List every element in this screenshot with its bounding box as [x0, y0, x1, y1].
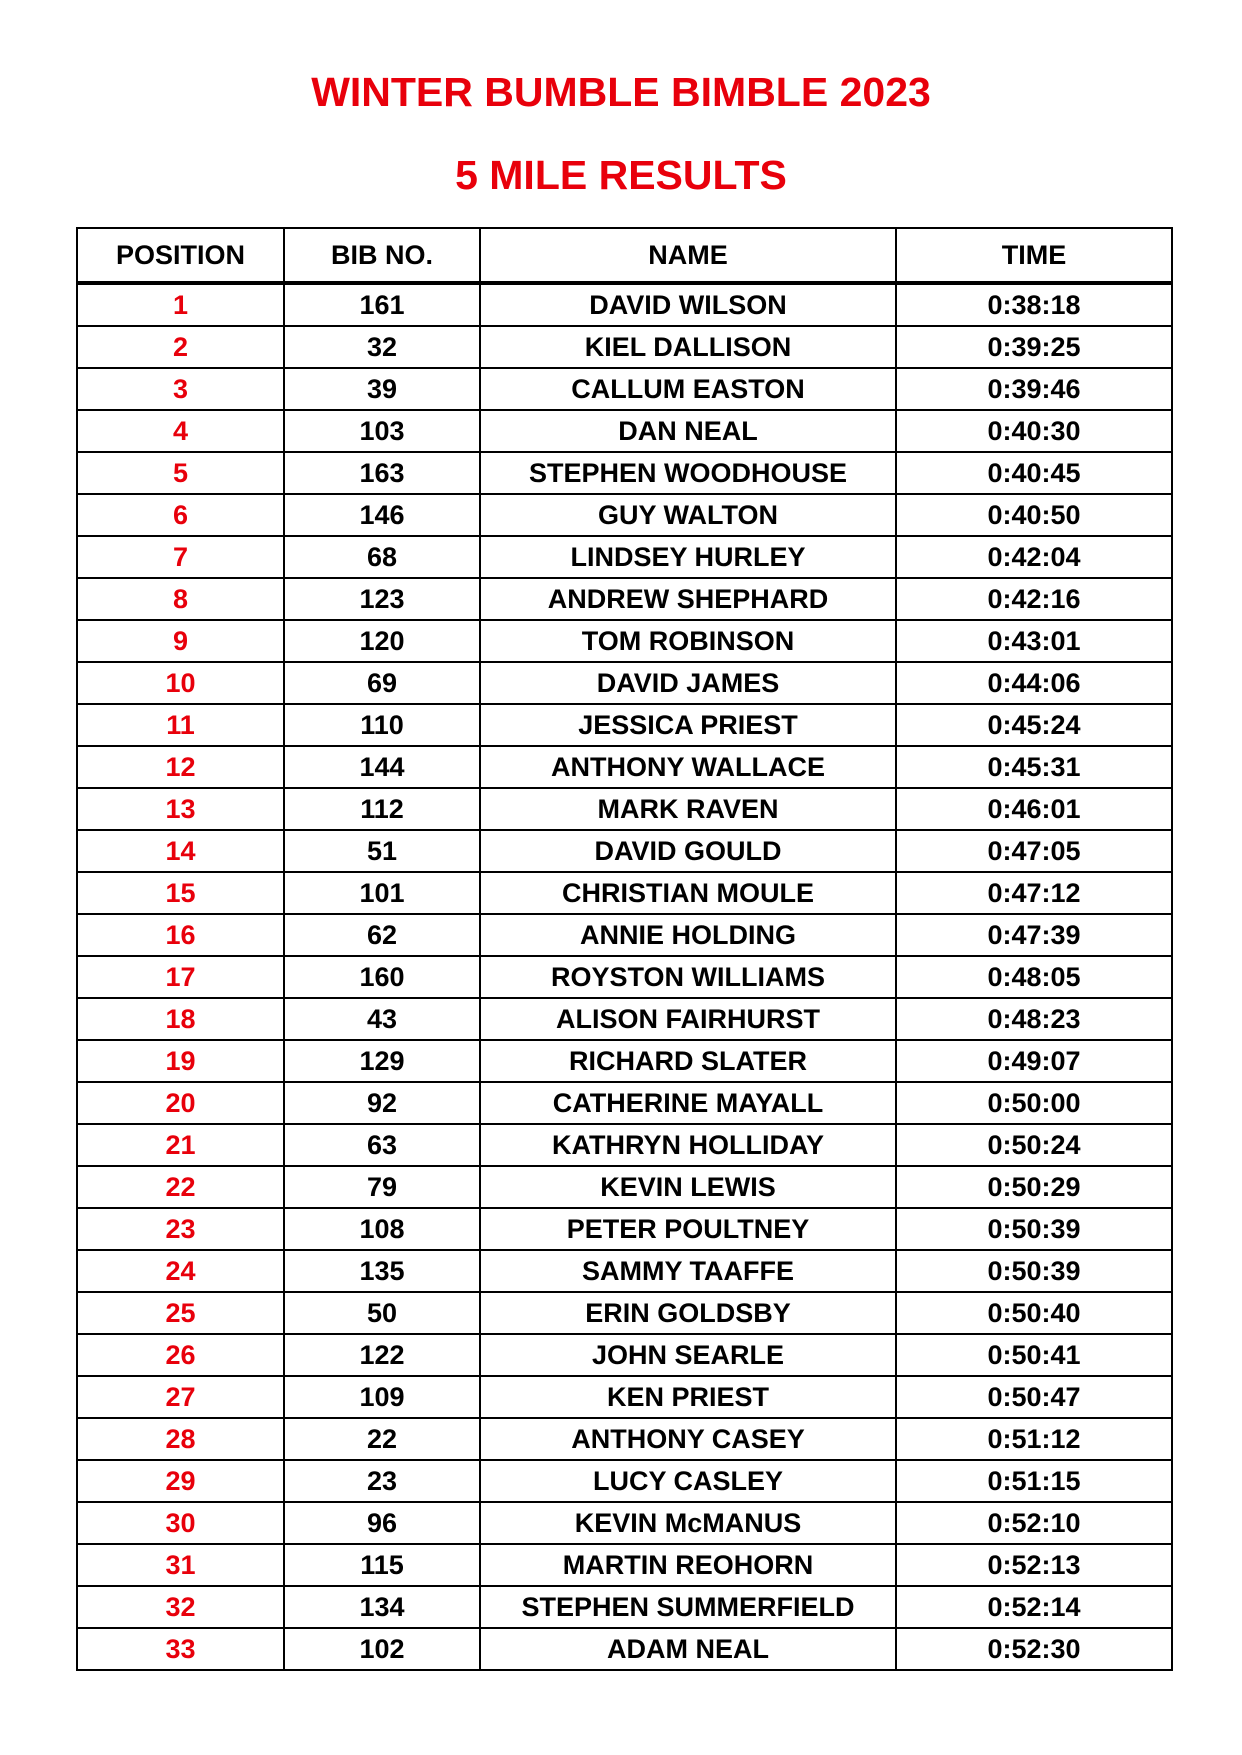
position-cell: 21	[77, 1124, 284, 1166]
table-row	[77, 914, 1172, 956]
position-cell: 7	[77, 536, 284, 578]
time-cell: 0:51:12	[896, 1418, 1172, 1460]
table-row	[77, 830, 1172, 872]
table-row	[77, 1166, 1172, 1208]
results-table	[76, 227, 1173, 1671]
name-cell: STEPHEN SUMMERFIELD	[480, 1586, 896, 1628]
bib-cell: 79	[284, 1166, 480, 1208]
time-cell: 0:52:30	[896, 1628, 1172, 1670]
bib-cell: 43	[284, 998, 480, 1040]
position-cell: 16	[77, 914, 284, 956]
time-cell: 0:42:04	[896, 536, 1172, 578]
bib-cell: 22	[284, 1418, 480, 1460]
page-subtitle: 5 MILE RESULTS	[455, 152, 787, 198]
time-cell: 0:50:24	[896, 1124, 1172, 1166]
bib-cell: 101	[284, 872, 480, 914]
position-cell: 9	[77, 620, 284, 662]
name-cell: DAN NEAL	[480, 410, 896, 452]
time-cell: 0:42:16	[896, 578, 1172, 620]
table-row	[77, 1460, 1172, 1502]
bib-cell: 135	[284, 1250, 480, 1292]
bib-cell: 103	[284, 410, 480, 452]
time-cell: 0:52:10	[896, 1502, 1172, 1544]
name-cell: ADAM NEAL	[480, 1628, 896, 1670]
name-cell: MARTIN REOHORN	[480, 1544, 896, 1586]
time-cell: 0:50:29	[896, 1166, 1172, 1208]
table-row	[77, 326, 1172, 368]
table-row	[77, 1250, 1172, 1292]
position-cell: 32	[77, 1586, 284, 1628]
table-row	[77, 368, 1172, 410]
table-row	[77, 1040, 1172, 1082]
name-cell: MARK RAVEN	[480, 788, 896, 830]
bib-cell: 51	[284, 830, 480, 872]
table-row	[77, 1418, 1172, 1460]
time-cell: 0:51:15	[896, 1460, 1172, 1502]
bib-cell: 112	[284, 788, 480, 830]
bib-cell: 32	[284, 326, 480, 368]
position-cell: 25	[77, 1292, 284, 1334]
position-cell: 18	[77, 998, 284, 1040]
name-cell: ANTHONY CASEY	[480, 1418, 896, 1460]
bib-cell: 122	[284, 1334, 480, 1376]
bib-cell: 96	[284, 1502, 480, 1544]
time-cell: 0:47:39	[896, 914, 1172, 956]
name-cell: ANDREW SHEPHARD	[480, 578, 896, 620]
table-row	[77, 620, 1172, 662]
position-cell: 29	[77, 1460, 284, 1502]
position-cell: 30	[77, 1502, 284, 1544]
position-cell: 13	[77, 788, 284, 830]
time-cell: 0:45:31	[896, 746, 1172, 788]
position-cell: 26	[77, 1334, 284, 1376]
position-cell: 33	[77, 1628, 284, 1670]
bib-cell: 129	[284, 1040, 480, 1082]
time-cell: 0:52:14	[896, 1586, 1172, 1628]
name-cell: TOM ROBINSON	[480, 620, 896, 662]
name-cell: KEVIN LEWIS	[480, 1166, 896, 1208]
time-cell: 0:50:00	[896, 1082, 1172, 1124]
table-row	[77, 494, 1172, 536]
bib-cell: 23	[284, 1460, 480, 1502]
position-cell: 14	[77, 830, 284, 872]
time-cell: 0:40:45	[896, 452, 1172, 494]
position-cell: 12	[77, 746, 284, 788]
bib-cell: 161	[284, 283, 480, 326]
position-cell: 28	[77, 1418, 284, 1460]
time-cell: 0:50:47	[896, 1376, 1172, 1418]
table-row	[77, 1376, 1172, 1418]
bib-cell: 109	[284, 1376, 480, 1418]
table-row	[77, 998, 1172, 1040]
name-cell: CALLUM EASTON	[480, 368, 896, 410]
name-cell: JOHN SEARLE	[480, 1334, 896, 1376]
page-title: WINTER BUMBLE BIMBLE 2023	[311, 69, 931, 115]
time-cell: 0:50:39	[896, 1250, 1172, 1292]
bib-cell: 92	[284, 1082, 480, 1124]
position-cell: 10	[77, 662, 284, 704]
table-row	[77, 536, 1172, 578]
name-cell: DAVID GOULD	[480, 830, 896, 872]
time-cell: 0:47:12	[896, 872, 1172, 914]
name-cell: SAMMY TAAFFE	[480, 1250, 896, 1292]
name-cell: KEN PRIEST	[480, 1376, 896, 1418]
bib-cell: 102	[284, 1628, 480, 1670]
bib-cell: 63	[284, 1124, 480, 1166]
bib-cell: 123	[284, 578, 480, 620]
name-cell: KIEL DALLISON	[480, 326, 896, 368]
name-cell: ROYSTON WILLIAMS	[480, 956, 896, 998]
position-cell: 6	[77, 494, 284, 536]
time-cell: 0:47:05	[896, 830, 1172, 872]
table-row	[77, 578, 1172, 620]
bib-cell: 144	[284, 746, 480, 788]
time-cell: 0:39:46	[896, 368, 1172, 410]
table-row	[77, 662, 1172, 704]
bib-cell: 62	[284, 914, 480, 956]
bib-cell: 110	[284, 704, 480, 746]
bib-cell: 68	[284, 536, 480, 578]
time-cell: 0:40:30	[896, 410, 1172, 452]
column-header-position: POSITION	[77, 228, 284, 283]
bib-cell: 108	[284, 1208, 480, 1250]
bib-cell: 50	[284, 1292, 480, 1334]
name-cell: GUY WALTON	[480, 494, 896, 536]
time-cell: 0:44:06	[896, 662, 1172, 704]
position-cell: 17	[77, 956, 284, 998]
table-row	[77, 1082, 1172, 1124]
position-cell: 19	[77, 1040, 284, 1082]
time-cell: 0:52:13	[896, 1544, 1172, 1586]
position-cell: 2	[77, 326, 284, 368]
table-row	[77, 1124, 1172, 1166]
time-cell: 0:50:39	[896, 1208, 1172, 1250]
bib-cell: 39	[284, 368, 480, 410]
bib-cell: 146	[284, 494, 480, 536]
time-cell: 0:48:23	[896, 998, 1172, 1040]
bib-cell: 134	[284, 1586, 480, 1628]
name-cell: PETER POULTNEY	[480, 1208, 896, 1250]
position-cell: 8	[77, 578, 284, 620]
name-cell: STEPHEN WOODHOUSE	[480, 452, 896, 494]
bib-cell: 160	[284, 956, 480, 998]
position-cell: 1	[77, 283, 284, 326]
time-cell: 0:46:01	[896, 788, 1172, 830]
bib-cell: 120	[284, 620, 480, 662]
table-row	[77, 1586, 1172, 1628]
bib-cell: 115	[284, 1544, 480, 1586]
table-row	[77, 1208, 1172, 1250]
name-cell: DAVID JAMES	[480, 662, 896, 704]
table-row	[77, 872, 1172, 914]
position-cell: 3	[77, 368, 284, 410]
name-cell: JESSICA PRIEST	[480, 704, 896, 746]
table-row	[77, 1334, 1172, 1376]
time-cell: 0:49:07	[896, 1040, 1172, 1082]
position-cell: 15	[77, 872, 284, 914]
name-cell: LINDSEY HURLEY	[480, 536, 896, 578]
table-row	[77, 956, 1172, 998]
position-cell: 5	[77, 452, 284, 494]
column-header-time: TIME	[896, 228, 1172, 283]
table-row	[77, 1502, 1172, 1544]
position-cell: 20	[77, 1082, 284, 1124]
position-cell: 31	[77, 1544, 284, 1586]
name-cell: LUCY CASLEY	[480, 1460, 896, 1502]
name-cell: ALISON FAIRHURST	[480, 998, 896, 1040]
time-cell: 0:39:25	[896, 326, 1172, 368]
name-cell: ERIN GOLDSBY	[480, 1292, 896, 1334]
position-cell: 22	[77, 1166, 284, 1208]
table-row	[77, 410, 1172, 452]
name-cell: RICHARD SLATER	[480, 1040, 896, 1082]
time-cell: 0:43:01	[896, 620, 1172, 662]
name-cell: ANNIE HOLDING	[480, 914, 896, 956]
results-table-body	[77, 283, 1172, 1670]
bib-cell: 69	[284, 662, 480, 704]
position-cell: 11	[77, 704, 284, 746]
name-cell: CHRISTIAN MOULE	[480, 872, 896, 914]
time-cell: 0:50:41	[896, 1334, 1172, 1376]
name-cell: CATHERINE MAYALL	[480, 1082, 896, 1124]
table-row	[77, 1544, 1172, 1586]
column-header-name: NAME	[480, 228, 896, 283]
name-cell: DAVID WILSON	[480, 283, 896, 326]
table-row	[77, 746, 1172, 788]
table-row	[77, 452, 1172, 494]
table-row	[77, 1628, 1172, 1670]
position-cell: 27	[77, 1376, 284, 1418]
table-row	[77, 283, 1172, 326]
name-cell: KEVIN McMANUS	[480, 1502, 896, 1544]
bib-cell: 163	[284, 452, 480, 494]
table-row	[77, 788, 1172, 830]
table-row	[77, 1292, 1172, 1334]
time-cell: 0:50:40	[896, 1292, 1172, 1334]
position-cell: 24	[77, 1250, 284, 1292]
name-cell: ANTHONY WALLACE	[480, 746, 896, 788]
table-header-row	[77, 228, 1172, 283]
time-cell: 0:45:24	[896, 704, 1172, 746]
time-cell: 0:48:05	[896, 956, 1172, 998]
name-cell: KATHRYN HOLLIDAY	[480, 1124, 896, 1166]
time-cell: 0:38:18	[896, 283, 1172, 326]
column-header-bib: BIB NO.	[284, 228, 480, 283]
time-cell: 0:40:50	[896, 494, 1172, 536]
position-cell: 23	[77, 1208, 284, 1250]
table-row	[77, 704, 1172, 746]
position-cell: 4	[77, 410, 284, 452]
